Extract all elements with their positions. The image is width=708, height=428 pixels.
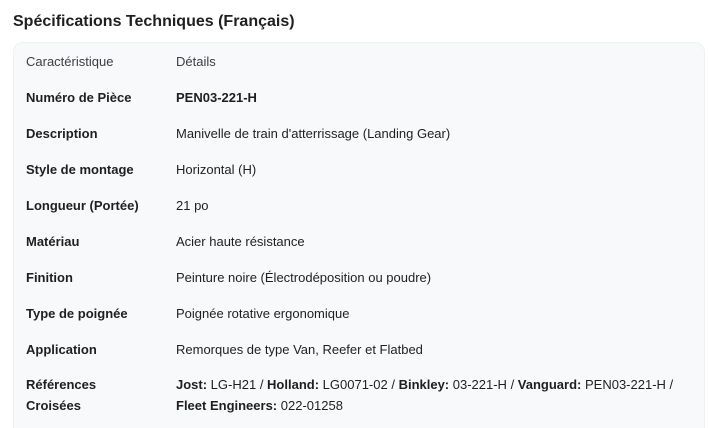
row-value: Peinture noire (Électrodéposition ou poudre) [176, 269, 432, 285]
xref-separator: / [387, 377, 399, 392]
cross-ref-label [14, 367, 176, 424]
row-label: Application [26, 341, 97, 357]
table-row [14, 79, 704, 115]
row-label: Longueur (Portée) [26, 197, 139, 213]
xref-part-binkley: 03-221-H [449, 377, 507, 392]
xref-separator: / [506, 377, 518, 392]
xref-part-jost: LG-H21 [207, 377, 257, 392]
row-value: Poignée rotative ergonomique [176, 305, 350, 321]
xref-brand-vanguard: Vanguard: [517, 377, 582, 392]
specs-table [14, 43, 704, 424]
table-row [14, 259, 704, 295]
table-row-cross-references [14, 367, 704, 424]
xref-brand-fleet-engineers: Fleet Engineers: [176, 398, 278, 413]
xref-separator: / [256, 377, 268, 392]
specs-table-container [13, 42, 705, 428]
xref-part-holland: LG0071-02 [319, 377, 388, 392]
row-value: PEN03-221-H [176, 89, 257, 105]
cross-ref-label-line1: Références [26, 377, 97, 392]
xref-part-fleet-engineers: 022-01258 [277, 398, 343, 413]
cross-ref-label-line2: Croisées [26, 398, 81, 413]
cross-ref-value [176, 367, 704, 424]
row-label: Description [26, 125, 98, 141]
xref-separator: / [665, 377, 674, 392]
header-details: Détails [176, 54, 216, 69]
row-value: Horizontal (H) [176, 161, 257, 177]
table-row [14, 331, 704, 367]
table-row [14, 187, 704, 223]
row-label: Style de montage [26, 161, 134, 177]
table-row [14, 223, 704, 259]
row-value: Remorques de type Van, Reefer et Flatbed [176, 341, 423, 357]
xref-brand-holland: Holland: [267, 377, 320, 392]
xref-part-vanguard: PEN03-221-H [581, 377, 666, 392]
table-header-row [14, 43, 704, 79]
row-value: Acier haute résistance [176, 233, 305, 249]
row-label: Matériau [26, 233, 80, 249]
row-value: Manivelle de train d'atterrissage (Landing Gear) [176, 125, 451, 141]
xref-brand-jost: Jost: [176, 377, 208, 392]
section-title: Spécifications Techniques (Français) [13, 13, 295, 30]
table-row [14, 295, 704, 331]
table-row [14, 115, 704, 151]
xref-brand-binkley: Binkley: [398, 377, 450, 392]
row-label: Finition [26, 269, 73, 285]
header-characteristic: Caractéristique [26, 54, 114, 69]
row-label: Type de poignée [26, 305, 128, 321]
row-label: Numéro de Pièce [26, 89, 132, 105]
row-value: 21 po [176, 197, 209, 213]
table-row [14, 151, 704, 187]
